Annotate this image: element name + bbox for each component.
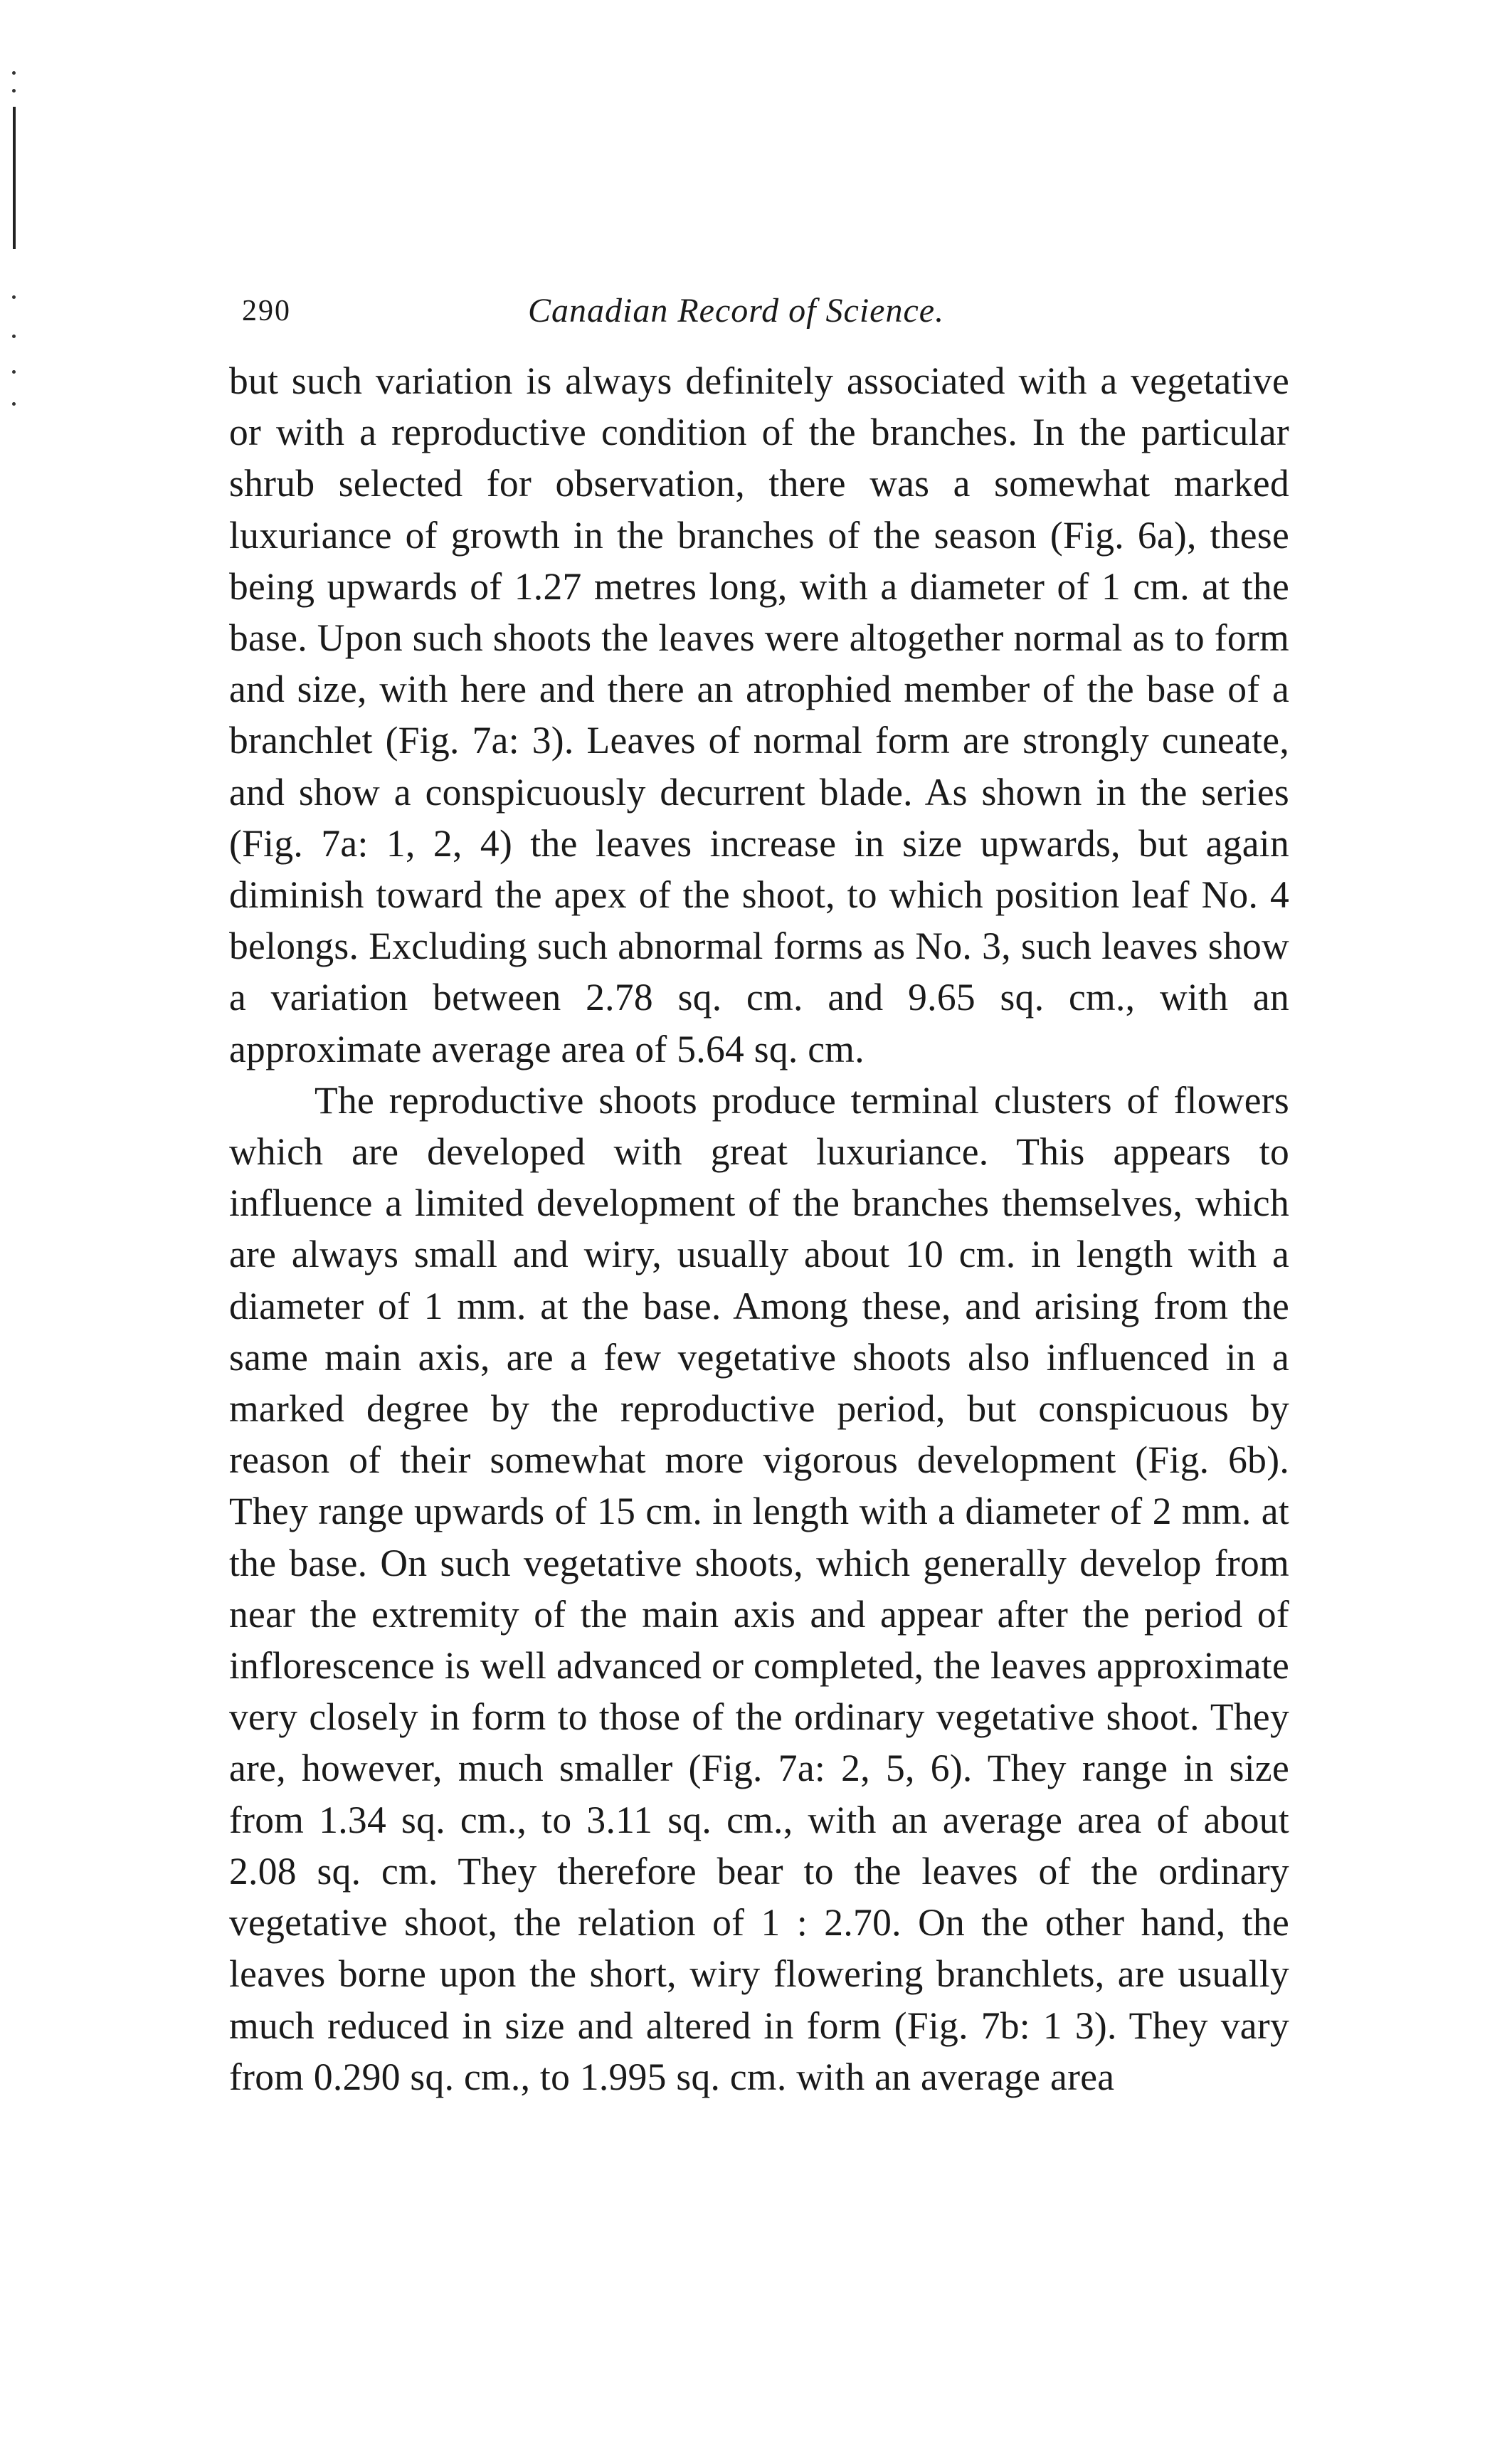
running-head [229, 281, 1289, 338]
scan-edge-dot [12, 335, 16, 338]
paragraph-continued: but such variation is always definitely associated with a vegetative or with a reproductive condition of the branches. In the particular shrub selected for observation, there was a somewhat marked luxuriance of growth in the branches of the season (Fig. 6a), these being upwards of 1.27 metres long, with a diameter of 1 cm. at the base. Upon such shoots the leaves were altogether normal as to form and size, with here and there an atrophied member of the base of a branchlet (Fig. 7a: 3). Leaves of normal form are strongly cuneate, and show a conspicuously decurrent blade. As shown in the series (Fig. 7a: 1, 2, 4) the leaves increase in size upwards, but again diminish toward the apex of the shoot, to which position leaf No. 4 belongs. Excluding such abnormal forms as No. 3, such leaves show a variation between 2.78 sq. cm. and 9.65 sq. cm., with an approximate average area of 5.64 sq. cm. [229, 359, 1289, 1070]
scan-edge-dot [12, 402, 16, 406]
scan-edge-dot [12, 71, 16, 75]
body-text [229, 355, 1289, 2103]
scan-edge-dot [12, 370, 16, 374]
paragraph-reproductive-shoots: The reproductive shoots produce terminal clusters of flowers which are developed with great luxuriance. This appears to influence a limited development of the branches themselves, which are always small and wiry, usually about 10 cm. in length with a diameter of 1 mm. at the base. Among these, and arising from the same main axis, are a few vegetative shoots also influenced in a marked degree by the reproductive period, but conspicuous by reason of their somewhat more vigorous development (Fig. 6b). They range upwards of 15 cm. in length with a diameter of 2 mm. at the base. On such vegetative shoots, which generally develop from near the extremity of the main axis and appear after the period of inflorescence is well advanced or completed, the leaves approximate very closely in form to those of the ordinary vegetative shoot. They are, however, much smaller (Fig. 7a: 2, 5, 6). They range in size from 1.34 sq. cm., to 3.11 sq. cm., with an average area of about 2.08 sq. cm. They therefore bear to the leaves of the ordinary vegetative shoot, the relation of 1 : 2.70. On the other hand, the leaves borne upon the short, wiry flowering branchlets, are usually much reduced in size and altered in form (Fig. 7b: 1 3). They vary from 0.290 sq. cm., to 1.995 sq. cm. with an average area [229, 1078, 1289, 2098]
page-number: 290 [242, 295, 291, 327]
scan-edge-dot [12, 295, 16, 299]
journal-title: Canadian Record of Science. [528, 292, 945, 330]
book-page [229, 281, 1289, 2103]
scan-edge-mark-top [13, 107, 16, 249]
scan-edge-dot [12, 89, 16, 93]
